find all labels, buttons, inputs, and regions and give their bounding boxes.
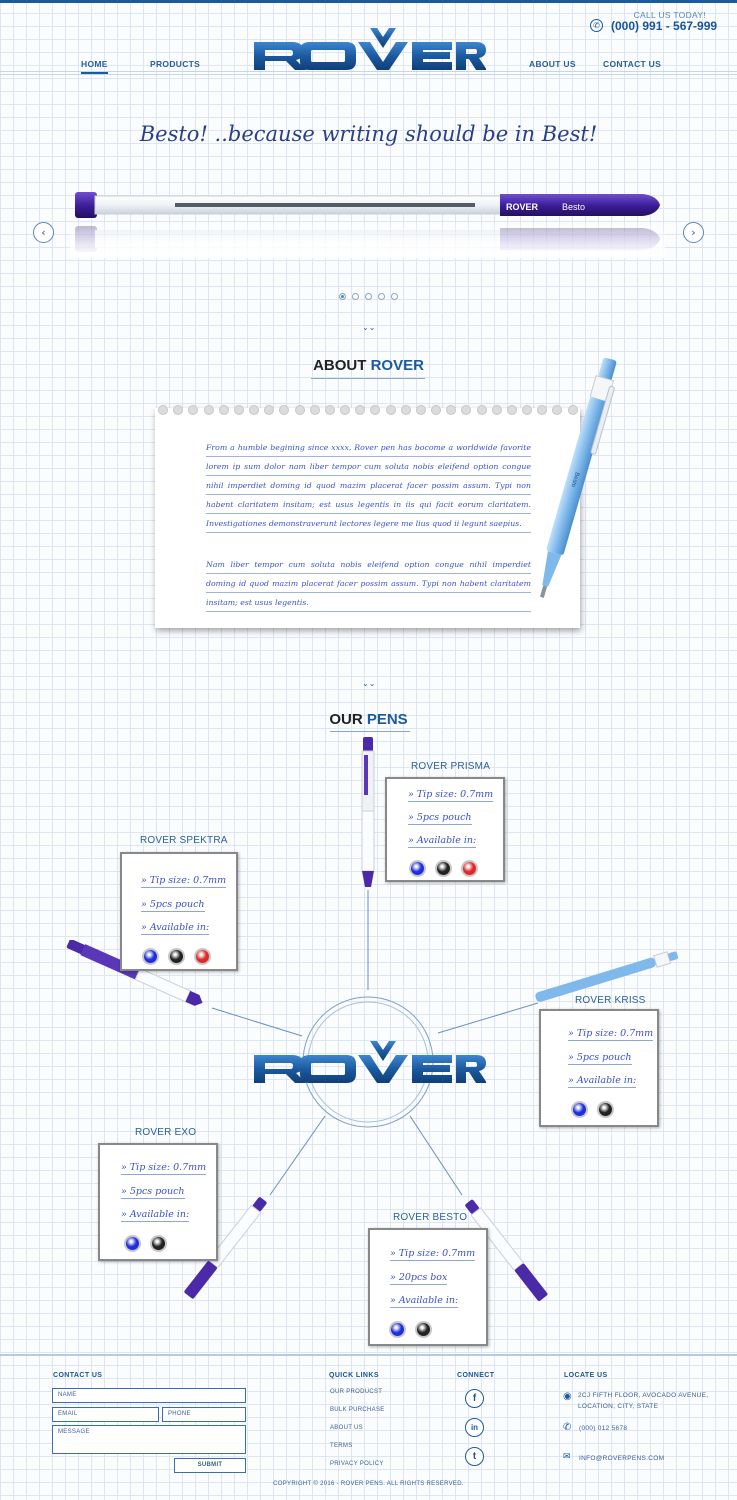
rover-logo[interactable] [252, 28, 486, 72]
pen-name-exo: ROVER EXO [135, 1127, 197, 1138]
about-paragraph-2: Nam liber tempor cum soluta nobis eleifend option congue nihil imperdiet doming id quod mazim placerat facer possim assum. Typi non habent claritatem insitam; est usus legentis. [206, 555, 531, 612]
spektra-pack: » 5pcs pouch [141, 899, 205, 910]
submit-button[interactable]: SUBMIT [174, 1458, 246, 1473]
slider-dot-2[interactable] [352, 293, 359, 300]
besto-pack: » 20pcs box [390, 1272, 448, 1283]
linkedin-icon[interactable]: in [465, 1418, 484, 1437]
phone-icon: ✆ [590, 19, 603, 32]
header-phone[interactable]: (000) 991 - 567-999 [611, 19, 718, 33]
about-paragraph-1: From a humble begining since xxxx, Rover pen has bocome a worldwide favorite lorem ip sum dolor nam liber tempor cum soluta nobis eleifend option congue nihil imperdiet doming id quod mazim placerat facer possim assum. Typi non habent claritatem insitam; est usus legentis in iis qui facit eorum claritatem. Investigationes demonstraverunt lectores legere me lius quod ii legunt saepius. [206, 438, 531, 533]
link-privacy-policy[interactable]: PRIVACY POLICY [330, 1461, 384, 1467]
pen-name-prisma: ROVER PRISMA [411, 761, 491, 772]
exo-pack: » 5pcs pouch [121, 1186, 185, 1197]
connect-title: CONNECT [457, 1372, 495, 1379]
link-about-us[interactable]: ABOUT US [330, 1425, 363, 1431]
top-accent-bar [0, 0, 737, 3]
pen-name-besto: ROVER BESTO [393, 1212, 468, 1223]
facebook-icon[interactable]: f [465, 1389, 484, 1408]
location-pin-icon: ◉ [563, 1391, 572, 1402]
besto-color-black[interactable] [415, 1321, 432, 1338]
twitter-icon[interactable]: t [465, 1447, 484, 1466]
kriss-available: » Available in: [568, 1075, 637, 1086]
exo-tip: » Tip size: 0.7mm [121, 1162, 207, 1173]
footer-divider [0, 1354, 737, 1356]
spektra-tip: » Tip size: 0.7mm [141, 875, 227, 886]
svg-text:Besto: Besto [569, 471, 580, 488]
nav-home[interactable]: HOME [81, 59, 108, 74]
prisma-available: » Available in: [408, 835, 477, 846]
pen-name-spektra: ROVER SPEKTRA [140, 835, 228, 846]
email-field[interactable]: EMAIL [52, 1407, 159, 1422]
besto-color-blue[interactable] [389, 1321, 406, 1338]
exo-available: » Available in: [121, 1209, 190, 1220]
kriss-color-blue[interactable] [571, 1101, 588, 1118]
footer-contact-title: CONTACT US [53, 1372, 103, 1379]
footer-phone-icon: ✆ [563, 1422, 572, 1433]
footer-email[interactable]: INFO@ROVERPENS.COM [579, 1455, 665, 1462]
spektra-color-red[interactable] [194, 948, 211, 965]
besto-tip: » Tip size: 0.7mm [390, 1248, 476, 1259]
svg-text:Besto: Besto [562, 202, 586, 212]
slider-next-button[interactable]: › [683, 222, 704, 243]
prisma-color-black[interactable] [435, 860, 452, 877]
message-field[interactable]: MESSAGE [52, 1425, 246, 1454]
exo-color-black[interactable] [150, 1235, 167, 1252]
copyright: COPYRIGHT © 2016 - ROVER PENS. ALL RIGHTS RESERVED. [273, 1481, 464, 1487]
link-bulk-purchase[interactable]: BULK PURCHASE [330, 1407, 385, 1413]
spektra-color-blue[interactable] [142, 948, 159, 965]
about-title: ABOUT ROVER [313, 357, 424, 374]
mail-icon: ✉ [563, 1452, 571, 1462]
kriss-color-black[interactable] [597, 1101, 614, 1118]
hero-tagline: Besto! ..because writing should be in Best! [139, 122, 598, 146]
prisma-tip: » Tip size: 0.7mm [408, 789, 494, 800]
prisma-pen-image [355, 735, 381, 895]
scroll-down-icon[interactable]: ⌄⌄ [362, 323, 376, 332]
besto-available: » Available in: [390, 1295, 459, 1306]
name-field[interactable]: NAME [52, 1388, 246, 1403]
kriss-tip: » Tip size: 0.7mm [568, 1028, 654, 1039]
hero-pen-image [70, 186, 665, 258]
address-line-2: LOCATION, CITY, STATE [578, 1403, 659, 1410]
slider-dot-3[interactable] [365, 293, 372, 300]
notepaper-holes [158, 405, 578, 417]
prisma-pack: » 5pcs pouch [408, 812, 472, 823]
center-rover-logo [252, 1041, 486, 1085]
nav-about-us[interactable]: ABOUT US [529, 59, 576, 69]
prisma-color-red[interactable] [461, 860, 478, 877]
footer-phone[interactable]: (000) 012 5678 [579, 1425, 628, 1432]
exo-color-blue[interactable] [124, 1235, 141, 1252]
phone-field[interactable]: PHONE [162, 1407, 246, 1422]
link-our-products[interactable]: OUR PRODUCST [330, 1389, 383, 1395]
pen-name-kriss: ROVER KRISS [575, 995, 646, 1006]
slider-dot-4[interactable] [378, 293, 385, 300]
spektra-color-black[interactable] [168, 948, 185, 965]
svg-text:ROVER: ROVER [506, 202, 539, 212]
slider-dot-1[interactable] [339, 293, 346, 300]
link-terms[interactable]: TERMS [330, 1443, 353, 1449]
address-line-1: 2CJ FIFTH FLOOR, AVOCADO AVENUE, [578, 1392, 709, 1399]
slider-prev-button[interactable]: ‹ [33, 222, 54, 243]
slider-dot-5[interactable] [391, 293, 398, 300]
nav-products[interactable]: PRODUCTS [150, 59, 201, 69]
kriss-pack: » 5pcs pouch [568, 1052, 632, 1063]
about-title-underline [311, 378, 425, 379]
quick-links-title: QUICK LINKS [329, 1372, 379, 1379]
pens-title-underline [330, 731, 410, 732]
call-label: CALL US TODAY! [633, 10, 706, 20]
about-pen-image [530, 352, 620, 614]
pens-title: OUR PENS [329, 711, 408, 728]
spektra-available: » Available in: [141, 922, 210, 933]
nav-contact-us[interactable]: CONTACT US [603, 59, 662, 69]
locate-title: LOCATE US [564, 1372, 608, 1379]
scroll-down-icon-2[interactable]: ⌄⌄ [362, 679, 376, 688]
prisma-color-blue[interactable] [409, 860, 426, 877]
